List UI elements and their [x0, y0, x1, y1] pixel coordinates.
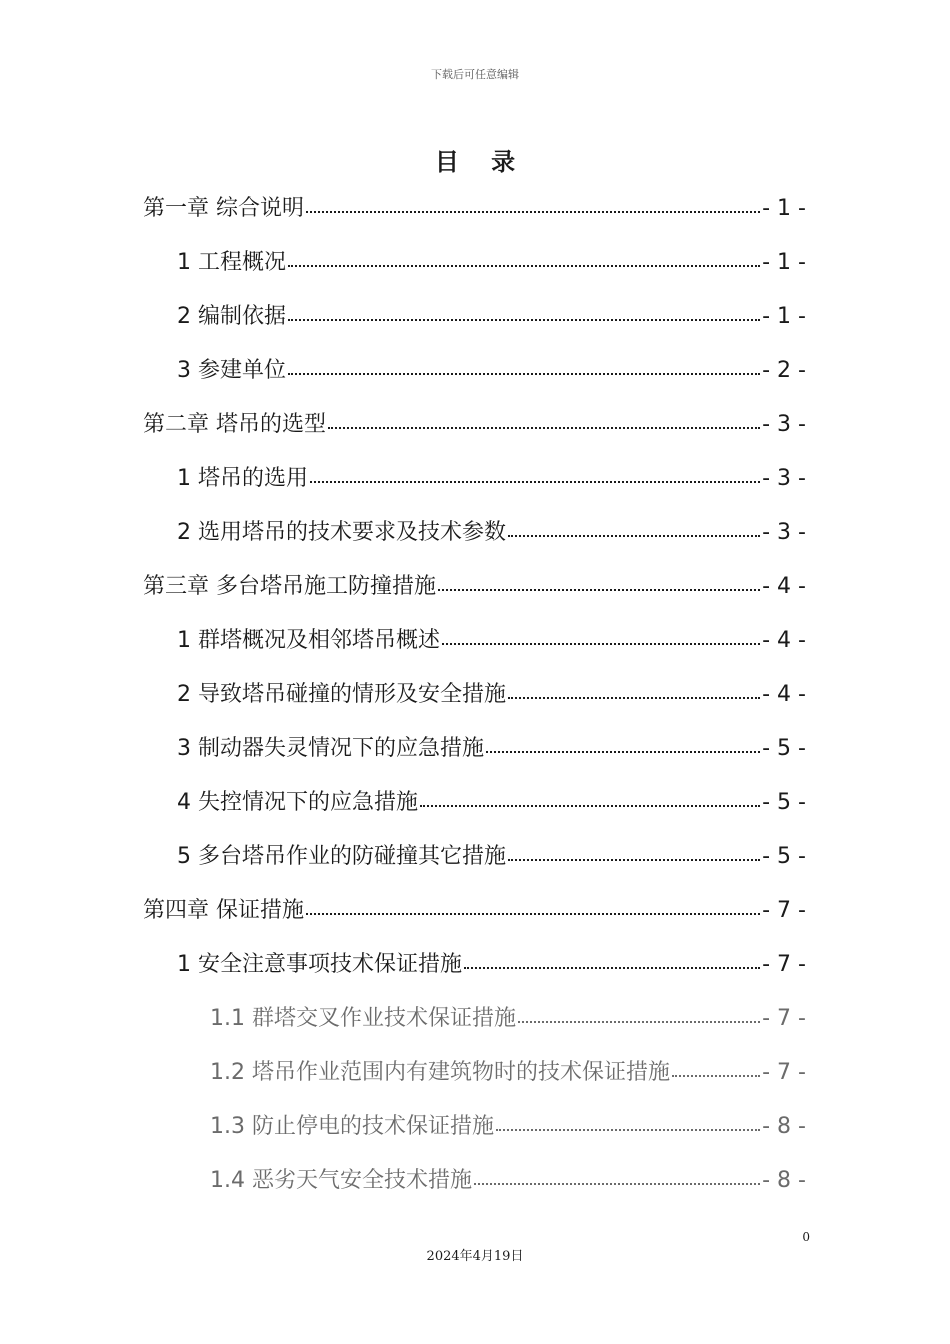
- toc-entry-page: - 1 -: [762, 250, 806, 275]
- dot-leader: [518, 1021, 760, 1023]
- toc-entry[interactable]: [143, 236, 806, 290]
- toc-entry-page: - 7 -: [762, 952, 806, 977]
- toc-entry-label: 1 工程概况: [177, 250, 286, 275]
- dot-leader: [438, 589, 760, 591]
- toc-entry-page: - 4 -: [762, 574, 806, 599]
- toc-entry-label: 1.2 塔吊作业范围内有建筑物时的技术保证措施: [210, 1060, 670, 1085]
- dot-leader: [672, 1075, 760, 1077]
- toc-entry[interactable]: [143, 506, 806, 560]
- toc-entry-page: - 7 -: [762, 1060, 806, 1085]
- toc-entry[interactable]: [143, 668, 806, 722]
- toc-entry-label: 2 导致塔吊碰撞的情形及安全措施: [177, 682, 506, 707]
- toc-entry-page: - 5 -: [762, 844, 806, 869]
- toc-entry[interactable]: [143, 884, 806, 938]
- page-number: 0: [802, 1230, 810, 1244]
- toc-entry-page: - 3 -: [762, 412, 806, 437]
- dot-leader: [420, 805, 760, 807]
- dot-leader: [306, 913, 760, 915]
- table-of-contents: [143, 182, 806, 1208]
- toc-entry-label: 3 制动器失灵情况下的应急措施: [177, 736, 484, 761]
- dot-leader: [328, 427, 760, 429]
- toc-entry-label: 第一章 综合说明: [143, 196, 304, 221]
- toc-entry[interactable]: [143, 830, 806, 884]
- dot-leader: [288, 373, 760, 375]
- toc-entry-page: - 5 -: [762, 736, 806, 761]
- toc-entry[interactable]: [143, 560, 806, 614]
- toc-entry-label: 2 选用塔吊的技术要求及技术参数: [177, 520, 506, 545]
- toc-entry[interactable]: [143, 290, 806, 344]
- toc-entry-page: - 5 -: [762, 790, 806, 815]
- toc-entry[interactable]: [143, 452, 806, 506]
- toc-entry-page: - 8 -: [762, 1168, 806, 1193]
- toc-entry-page: - 1 -: [762, 304, 806, 329]
- toc-entry[interactable]: [143, 938, 806, 992]
- header-note: 下载后可任意编辑: [431, 68, 519, 81]
- toc-entry-label: 1.1 群塔交叉作业技术保证措施: [210, 1006, 516, 1031]
- footer-date: 2024年4月19日: [426, 1249, 524, 1264]
- toc-entry-page: - 3 -: [762, 466, 806, 491]
- toc-entry-page: - 7 -: [762, 1006, 806, 1031]
- dot-leader: [442, 643, 760, 645]
- toc-entry-label: 1 安全注意事项技术保证措施: [177, 952, 462, 977]
- toc-entry-page: - 4 -: [762, 682, 806, 707]
- toc-entry-page: - 8 -: [762, 1114, 806, 1139]
- toc-entry-label: 第四章 保证措施: [143, 898, 304, 923]
- dot-leader: [288, 265, 760, 267]
- toc-entry-label: 1 塔吊的选用: [177, 466, 308, 491]
- toc-entry-label: 1.4 恶劣天气安全技术措施: [210, 1168, 472, 1193]
- toc-entry-label: 5 多台塔吊作业的防碰撞其它措施: [177, 844, 506, 869]
- toc-entry-page: - 4 -: [762, 628, 806, 653]
- toc-entry-label: 第二章 塔吊的选型: [143, 412, 326, 437]
- dot-leader: [508, 535, 760, 537]
- dot-leader: [464, 967, 760, 969]
- toc-entry[interactable]: [143, 722, 806, 776]
- dot-leader: [474, 1183, 760, 1185]
- toc-entry-page: - 7 -: [762, 898, 806, 923]
- toc-entry-page: - 3 -: [762, 520, 806, 545]
- dot-leader: [310, 481, 760, 483]
- toc-entry[interactable]: [143, 992, 806, 1046]
- toc-entry[interactable]: [143, 1100, 806, 1154]
- dot-leader: [306, 211, 760, 213]
- toc-entry-label: 3 参建单位: [177, 358, 286, 383]
- toc-entry[interactable]: [143, 1154, 806, 1208]
- toc-entry[interactable]: [143, 398, 806, 452]
- toc-entry[interactable]: [143, 614, 806, 668]
- dot-leader: [508, 697, 760, 699]
- toc-entry[interactable]: [143, 182, 806, 236]
- toc-entry-label: 1 群塔概况及相邻塔吊概述: [177, 628, 440, 653]
- toc-entry-label: 4 失控情况下的应急措施: [177, 790, 418, 815]
- dot-leader: [496, 1129, 760, 1131]
- toc-entry[interactable]: [143, 776, 806, 830]
- toc-entry-label: 2 编制依据: [177, 304, 286, 329]
- toc-entry[interactable]: [143, 344, 806, 398]
- dot-leader: [508, 859, 760, 861]
- toc-entry-label: 1.3 防止停电的技术保证措施: [210, 1114, 494, 1139]
- toc-title: 目 录: [434, 148, 528, 176]
- toc-entry[interactable]: [143, 1046, 806, 1100]
- toc-entry-label: 第三章 多台塔吊施工防撞措施: [143, 574, 436, 599]
- dot-leader: [486, 751, 760, 753]
- toc-entry-page: - 1 -: [762, 196, 806, 221]
- toc-entry-page: - 2 -: [762, 358, 806, 383]
- dot-leader: [288, 319, 760, 321]
